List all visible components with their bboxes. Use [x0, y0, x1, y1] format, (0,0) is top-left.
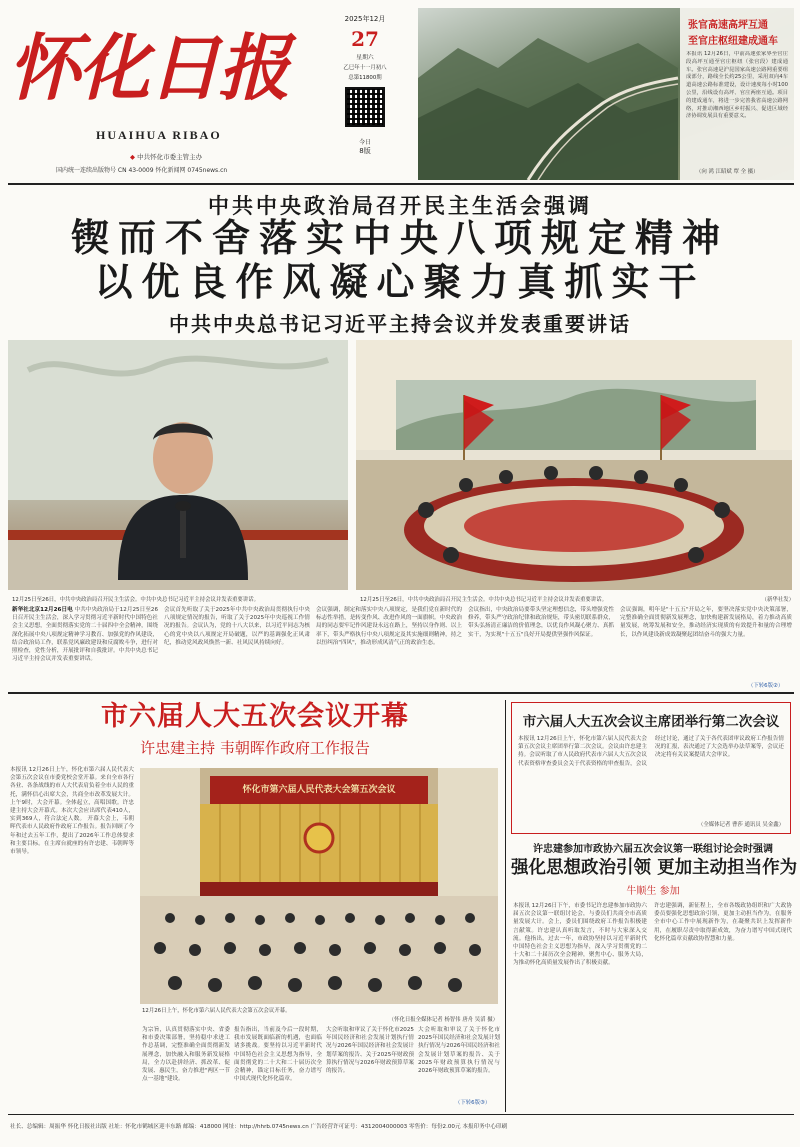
meeting-room-illustration — [356, 340, 792, 590]
lead-photo-caption-right: 12月25日至26日，中共中央政治局召开民主生活会。中共中央总书记习近平主持会议并发表重要讲话。 — [360, 597, 607, 603]
presidium-title: 市六届人大五次会议主席团举行第二次会议 — [522, 714, 780, 730]
presidium-credit: （全媒体记者 曹莎 通讯员 吴金鑫） — [697, 822, 784, 828]
npc-col1-text: 本报讯 12月26日上午，怀化市第六届人民代表大会第五次会议在市委党校会堂开幕。来自全市各行各业、各条战线的市人大代表肩负着全市人民的重托，满怀信心出席大会，共商全市改革发展大计。上午9时，大会开幕。全体起立，高唱国歌。许忠建主持大会开幕式。本次大会应出席代表410人，实到369人，符合法定人数。 — [10, 767, 134, 823]
top-news-text-panel — [680, 8, 794, 180]
sponsor-text: 中共怀化市委主管主办 — [137, 153, 203, 161]
top-news-body: 本报讯 12月26日，中前高速张家界至官庄段高坪互通至官庄枢纽（张官段）建成通车。张官高速是沪昆国家高速公路网重要组成部分，路线全长约25公里，采用双向4车道高速公路标准建设，设计速度每小时100公里，沿线设有高坪、官庄两座互通。项目的建成通车，将进一步完善我省高速公路网络，对推动湘西地区乡村振兴、促进区域经济协调发展具有重要意义。 — [686, 51, 788, 120]
footer-info: 社长、总编辑：周振华 怀化日报社出版 社址：怀化市鹤城区迎丰东路 邮编：418000 网址：http://hhrb.0745news.cn 广告经营许可证号：4312004000003 零售价：每份2.00元 本报印务中心印刷 — [10, 1124, 508, 1130]
footer-divider — [8, 1114, 794, 1115]
npc-title: 市六届人大五次会议开幕 — [101, 701, 409, 732]
npc-subtitle: 许忠建主持 韦朝晖作政府工作报告 — [140, 739, 370, 757]
lead-col1-text: 中共中央政治局于12月25日至26日召开民主生活会，深入学习贯彻习近平新时代中国特色社会主义思想，全面贯彻落实党的二十届四中全会精神，围绕深化拓展中央八项规定精神学习教育、加强党的作风建设，结合政治局工作，联系党风廉政建设和反腐败斗争，进行对照检查，党性分析，开展批评和自我批评。中共中央总书记习近平主持会议并发表重要讲话。 — [12, 607, 158, 663]
top-news-title-line1: 张官高速高坪互通 — [688, 20, 768, 31]
npc-photo-banner: 怀化市第六届人民代表大会第五次会议 — [242, 785, 396, 795]
masthead-divider — [8, 183, 794, 185]
date-lunar: 乙巳年十一月初八 — [343, 65, 387, 71]
pages-count: 8版 — [359, 147, 371, 155]
party-emblem-icon: ◆ — [130, 153, 138, 161]
npc-photo-caption: 12月26日上午，怀化市第六届人民代表大会第五次会议开幕。 — [142, 1008, 291, 1014]
lead-photo-meeting — [356, 340, 792, 590]
npc-col2: 为宗旨，认真贯彻落实中央、省委和市委决策部署，坚持稳中求进工作总基调，完整准确全面贯彻新发展理念，加快融入和服务新发展格局，全力以赴拼经济、抓改革、促发展、惠民生，奋力推进"两区一节点一基地"建设。 — [142, 1027, 230, 1083]
masthead-logo: 怀化日报 — [8, 25, 289, 110]
masthead-pinyin: HUAIHUA RIBAO — [96, 128, 222, 142]
cppcc-kicker: 许忠建参加市政协六届五次会议第一联组讨论会时强调 — [533, 844, 773, 855]
npc-col3: 报告指出，当前及今后一段时期，我市发展既面临新的机遇，也面临诸多挑战。要坚持以习近平新时代中国特色社会主义思想为指导，全面贯彻党的二十大和二十届历次全会精神，锚定目标任务，奋力谱写中国式现代化怀化篇章。 — [234, 1027, 322, 1083]
npc-col4: 大会听取和审议了关于怀化市2025年国民经济和社会发展计划执行情况与2026年国民经济和社会发展计划草案的报告、关于2025年财政预算执行情况与2026年财政预算草案的报告。 — [326, 1027, 414, 1075]
speaker-illustration — [8, 340, 348, 590]
presidium-box — [511, 702, 791, 834]
top-news-credit: （向 鸿 江昭斌 覃 全 摄） — [696, 169, 759, 175]
lead-story-col2: 会议首先听取了关于2025年中共中央政治局贯彻执行中央八项规定情况的报告，听取了关于2025年中央巡视工作情况的报告。会议认为，党的十八大以来，以习近平同志为核心的党中央以八项规定开局破题，以严的基调强化正风肃纪，推动党风政风焕然一新、社风民风持续向好。 — [164, 607, 310, 646]
npc-col1b-text: 开幕大会上，韦朝晖代表市人民政府作政府工作报告。报告回顾了今年和过去五年工作，提出了2026年工作总体要求和主要目标。在主席台就座的有许忠建、韦朝晖等市领导。 — [10, 816, 134, 856]
lead-dateline: 新华社北京12月26日电 — [12, 607, 73, 613]
assembly-hall-illustration — [140, 768, 498, 1004]
headline-main-line1: 锲而不舍落实中央八项规定精神 — [70, 215, 729, 260]
npc-col1 — [10, 766, 134, 1104]
npc-continued[interactable]: （下转6版③） — [455, 1100, 491, 1106]
cppcc-title: 强化思想政治引领 更加主动担当作为 — [511, 858, 798, 878]
masthead-sponsor — [130, 152, 202, 161]
qr-code[interactable] — [345, 87, 385, 127]
date-year-month: 2025年12月 — [344, 15, 386, 23]
pages-label: 今日 — [358, 139, 371, 146]
lead-story-col5: 会议强调，明年是"十五五"开局之年，要坚决落实党中央决策部署，完整准确全面贯彻新发展理念，加快构建新发展格局，着力推动高质量发展，统筹发展和安全，推动经济实现质的有效提升和量的合理增长，以作风建设新成效凝聚起团结奋斗的强大力量。 — [620, 607, 792, 638]
lead-story-col4: 会议指出，中央政治局要带头坚定理想信念，带头增强党性修养，带头严守政治纪律和政治规矩，带头密切联系群众，带头弘扬清正廉洁的价值理念，以优良作风凝心聚力、真抓实干，为实现"十五五"良好开局提供坚强作风保证。 — [468, 607, 614, 638]
headline-kicker: 中共中央政治局召开民主生活会强调 — [208, 193, 592, 218]
date-weekday: 星期六 — [356, 55, 374, 61]
cppcc-col2: 许忠建强调，新征程上，全市各级政协组织和广大政协委员要强化思想政治引领，更加主动担当作为，在服务全市中心工作中展现新作为，在凝聚共识上发挥新作用，在履职尽责中取得新成效，为奋力谱写中国式现代化怀化篇章贡献政协智慧和力量。 — [654, 903, 792, 942]
vertical-divider — [505, 700, 506, 1112]
date-day: 27 — [351, 27, 379, 51]
lead-photo-credit: （新华社发） — [761, 597, 794, 603]
masthead-registry: 国内统一连续出版物号 CN 43-0009 怀化新闻网 0745news.cn — [56, 167, 228, 174]
lead-photo-portrait — [8, 340, 348, 590]
top-news-photo — [418, 8, 794, 180]
headline-subtitle: 中共中央总书记习近平主持会议并发表重要讲话 — [169, 312, 631, 336]
cppcc-col1: 本报讯 12月26日下午，市委书记许忠建参加市政协六届五次会议第一联组讨论会，与委员们共商全市高质量发展大计。会上，委员们围绕政府工作报告积极建言献策。许忠建认真听取发言，不时与大家深入交流。他指出，过去一年，市政协坚持以习近平新时代中国特色社会主义思想为指导，深入学习贯彻党的二十大和二十届历次全会精神，聚焦中心、服务大局，为推动怀化高质量发展作出了积极贡献。 — [513, 903, 647, 967]
npc-col5 — [418, 1026, 500, 1106]
lead-photo-caption-left: 12月25日至26日，中共中央政治局召开民主生活会。中共中央总书记习近平主持会议并发表重要讲话。 — [12, 597, 259, 603]
mid-divider — [8, 692, 794, 694]
cppcc-author: 牛顺生 参加 — [626, 886, 680, 897]
date-box — [336, 12, 394, 176]
npc-photo — [140, 768, 498, 1004]
presidium-body: 本报讯 12月26日上午，怀化市第六届人民代表大会第五次会议主席团举行第二次会议。会议由许忠建主持。会议听取了市人民政府代表市六届人大五次会议代表资格审查委员会关于代表资格的审查报告，会议经过讨论，通过了关于各代表团审议政府工作报告情况的汇报，表决通过了大会选举办法草案等，会议还决定将有关议案提请大会审议。 — [518, 736, 784, 767]
top-news-title-line2: 至官庄枢纽建成通车 — [688, 36, 778, 47]
issue-number: 总第11800期 — [348, 75, 382, 81]
lead-story-continued[interactable]: （下转6版②） — [748, 683, 784, 689]
lead-story-col3: 会议强调，制定和落实中央八项规定，是我们党在新时代的标志性举措，是转变作风、改进作风的一面旗帜。中央政治局的同志要牢记作风建设永远在路上，坚持以身作则、以上率下，带头严格执行中央八项规定及其实施细则精神，持之以恒纠治"四风"，推动形成风清气正的政治生态。 — [316, 607, 462, 646]
lead-story-col1 — [12, 606, 158, 688]
npc-photo-credit: （怀化日报全媒体记者 杨智伟 唐舟 吴滔 摄） — [388, 1017, 498, 1023]
npc-col5-text: 大会听取和审议了关于怀化市2025年国民经济和社会发展计划执行情况与2026年国民经济和社会发展计划草案的报告、关于2025年财政预算执行情况与2026年财政预算草案的报告。 — [418, 1027, 500, 1075]
headline-main-line2: 以优良作风凝心聚力真抓实干 — [94, 259, 706, 304]
